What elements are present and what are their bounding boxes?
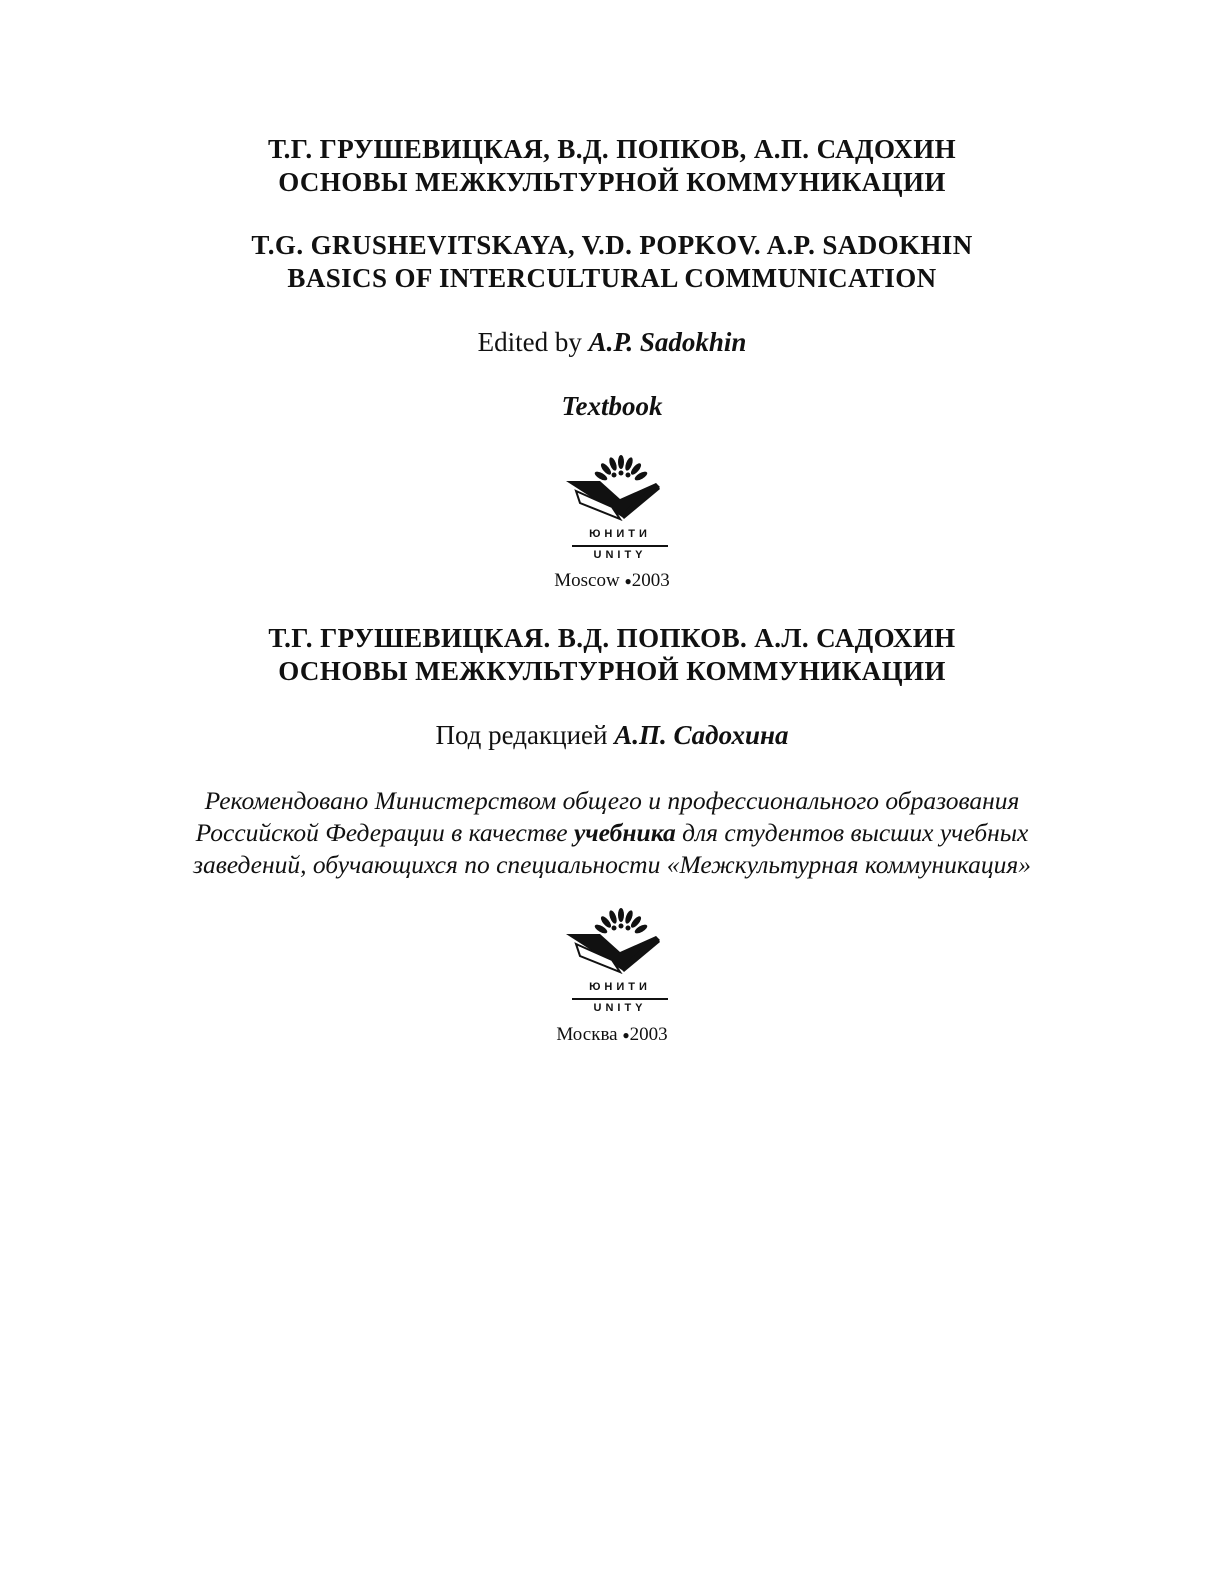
imprint-city: Moscow [554, 570, 620, 591]
edited-by-line [0, 327, 1224, 358]
edited-by-line-2 [0, 720, 1224, 751]
imprint-line [0, 570, 1224, 592]
recommendation-line-2-b: для студентов высших учебных [682, 818, 1029, 847]
authors-en: T.G. GRUSHEVITSKAYA, V.D. POPKOV. A.P. SADOKHIN [251, 230, 973, 260]
editor-name: A.P. Sadokhin [588, 327, 747, 357]
imprint-year-2: 2003 [629, 1024, 668, 1045]
bullet-dot-icon: ● [622, 1028, 630, 1043]
title-ru-2: ОСНОВЫ МЕЖКУЛЬТУРНОЙ КОММУНИКАЦИИ [278, 656, 946, 686]
recommendation-line-3: заведений, обучающихся по специальности «Межкультурная коммуникация» [193, 850, 1031, 879]
logo-text-en-2: UNITY [593, 1002, 647, 1014]
recommendation-line-2 [0, 818, 1224, 848]
edited-by-prefix: Edited by [477, 327, 582, 357]
bullet-dot-icon: ● [624, 574, 632, 589]
recommendation-line-2-bold: учебника [573, 818, 676, 847]
imprint-year: 2003 [631, 570, 670, 591]
authors-ru-2: Т.Г. ГРУШЕВИЦКАЯ. В.Д. ПОПКОВ. А.Л. САДОХИН [268, 623, 956, 653]
recommendation-line-2-a: Российской Федерации в качестве [195, 818, 568, 847]
logo-divider-2 [572, 998, 668, 1000]
title-en: BASICS OF INTERCULTURAL COMMUNICATION [287, 263, 937, 293]
logo-text-ru-2: ЮНИТИ [589, 981, 651, 993]
title-ru: ОСНОВЫ МЕЖКУЛЬТУРНОЙ КОММУНИКАЦИИ [278, 167, 946, 197]
authors-ru: Т.Г. ГРУШЕВИЦКАЯ, В.Д. ПОПКОВ, А.П. САДОХИН [267, 134, 957, 164]
book-type: Textbook [561, 391, 663, 421]
logo-text-ru: ЮНИТИ [589, 528, 651, 540]
recommendation-line-1: Рекомендовано Министерством общего и профессионального образования [204, 786, 1020, 815]
imprint-line-2 [0, 1024, 1224, 1046]
logo-divider [572, 545, 668, 547]
imprint-city-2: Москва [556, 1024, 618, 1045]
edited-by-prefix-2: Под редакцией [435, 720, 608, 750]
editor-name-2: А.П. Садохина [614, 720, 789, 750]
logo-text-en: UNITY [593, 549, 647, 561]
